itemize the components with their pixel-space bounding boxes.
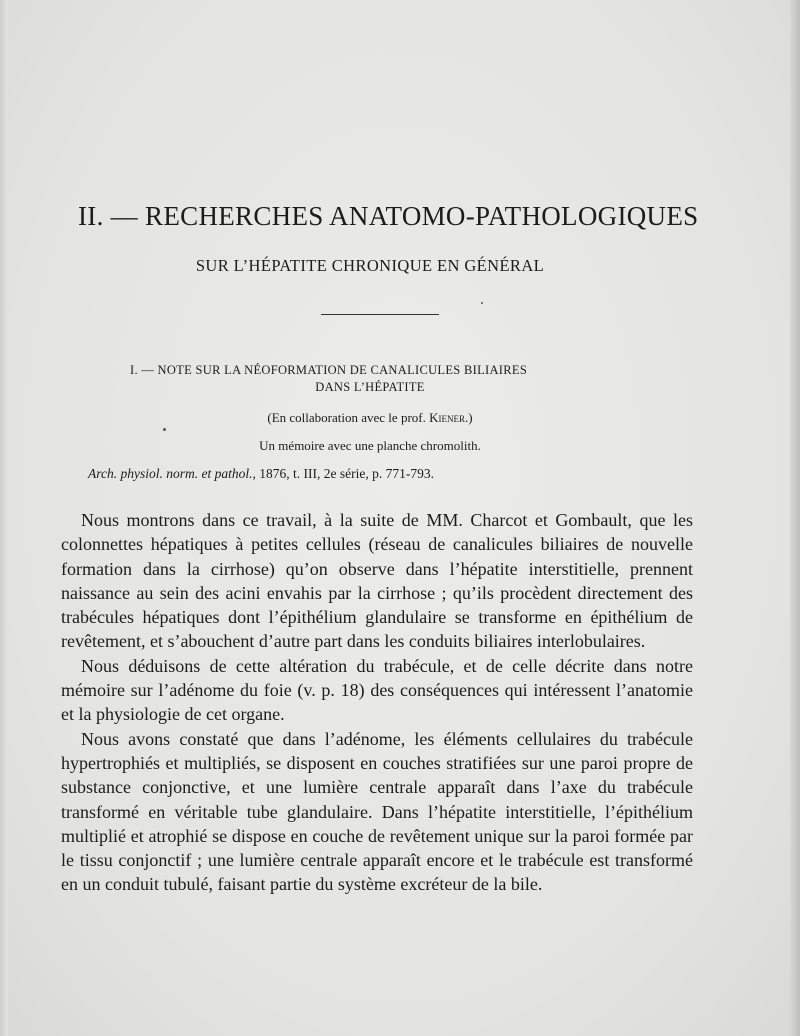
reference-journal: Arch. physiol. norm. et pathol. <box>88 466 253 481</box>
memoire-note: Un mémoire avec une planche chromolith. <box>259 438 481 453</box>
bibliographic-reference <box>88 466 688 482</box>
collaboration-note <box>0 410 740 426</box>
separator-rule <box>321 314 439 315</box>
collab-suffix: .) <box>465 410 473 425</box>
reference-details: , 1876, t. III, 2e série, p. 771-793. <box>252 466 434 481</box>
paper-speck <box>481 302 483 304</box>
chapter-title: II. — RECHERCHES ANATOMO-PATHOLOGIQUES <box>78 201 699 231</box>
paper-speck <box>163 428 166 431</box>
body-paragraph-1: Nous montrons dans ce travail, à la suite de MM. Charcot et Gombault, que les colonnettes hépatiques à petites cellules (réseau de canalicules biliaires de nouvelle formation dans la cirrhose) qu’on observe dans l’hépatite interstitielle, prennent naissance au sein des acini envahis par la cirrhose ; qu’ils procèdent directement des trabécules hépatiques dont l’épithélium glandulaire se transforme en épithélium de revêtement, et s’abouchent d’autre part dans les conduits biliaires interlobulaires. <box>61 510 693 652</box>
body-paragraph-3: Nous avons constaté que dans l’adénome, les éléments cellulaires du trabécule hypertrophiés et multipliés, se disposent en couches stratifiées sur une paroi propre de substance conjonctive, et une lumière centrale apparaît dans l’axe du trabécule transformé en véritable tube glandulaire. Dans l’hépatite interstitielle, l’épithélium multiplié et atrophié se dispose en couche de revêtement unique sur la paroi formée par le tissu conjonctif ; une lumière centrale apparaît encore et le trabécule est transformé en un conduit tubulé, faisant partie du système excréteur de la bile. <box>61 728 693 895</box>
section-heading-line2: DANS L’HÉPATITE <box>315 380 425 394</box>
body-text <box>61 508 693 897</box>
section-heading-line1: I. — NOTE SUR LA NÉOFORMATION DE CANALICULES BILIAIRES <box>130 363 528 377</box>
collab-name: Kiener <box>429 410 465 425</box>
page-edge-right <box>790 0 800 1036</box>
page-edge-left <box>0 0 8 1036</box>
body-paragraph-2: Nous déduisons de cette altération du trabécule, et de celle décrite dans notre mémoire sur l’adénome du foie (v. p. 18) des conséquences qui intéressent l’anatomie et la physiologie de cet organe. <box>61 655 693 725</box>
chapter-subtitle: SUR L’HÉPATITE CHRONIQUE EN GÉNÉRAL <box>195 256 545 275</box>
collab-prefix: (En collaboration avec le prof. <box>267 410 430 425</box>
